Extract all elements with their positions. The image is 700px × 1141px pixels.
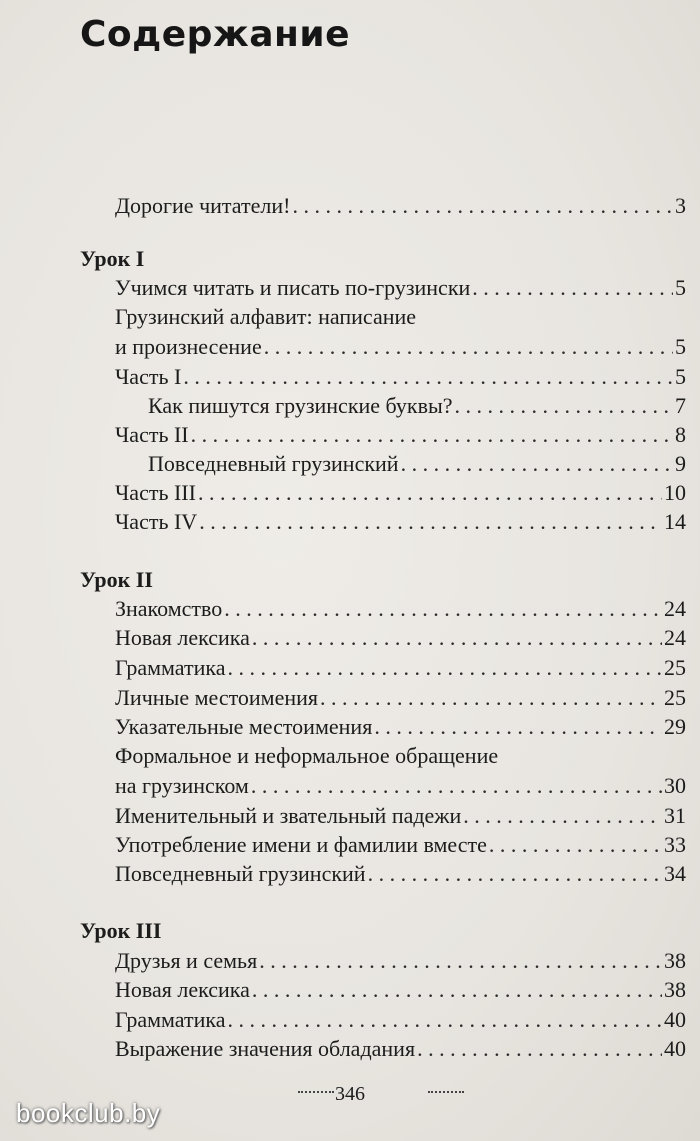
leader-dots <box>224 595 662 623</box>
toc-entry-page: 10 <box>664 480 686 505</box>
toc-entry-page: 8 <box>675 422 686 447</box>
toc-entry-page: 9 <box>675 451 686 476</box>
toc-entry-text: Личные местоимения <box>115 685 319 710</box>
toc-entry-page: 24 <box>664 625 686 650</box>
toc-entry-text: Грамматика <box>115 655 226 680</box>
toc-entry-text: Выражение значения обладания <box>115 1036 416 1061</box>
page-number: 346 <box>335 1083 365 1105</box>
toc-entry <box>115 976 686 1004</box>
toc-entry <box>148 392 686 420</box>
leader-dots <box>417 1035 662 1063</box>
toc-entry-page: 40 <box>664 1007 686 1032</box>
toc-entry-page: 14 <box>664 509 686 534</box>
toc-entry-page: 5 <box>675 275 686 300</box>
toc-entry-text: Новая лексика <box>115 625 250 650</box>
leader-dots <box>455 392 673 420</box>
toc-entry-page: 40 <box>664 1036 686 1061</box>
toc-entry-page: 5 <box>675 334 686 359</box>
toc-entry-text: Друзья и семья <box>115 948 258 973</box>
leader-dots <box>292 192 673 220</box>
toc-entry <box>115 713 686 741</box>
toc-entry-page: 31 <box>664 803 686 828</box>
page-title: Содержание <box>80 14 351 55</box>
toc-entry <box>115 333 686 361</box>
toc-entry <box>115 947 686 975</box>
toc-entry <box>115 508 686 536</box>
leader-dots <box>463 802 662 830</box>
toc-entry-text: и произнесение <box>115 334 262 359</box>
toc-entry <box>115 595 686 623</box>
leader-dots <box>320 684 662 712</box>
toc-entry <box>115 860 686 888</box>
leader-dots <box>472 274 673 302</box>
toc-entry-text: Учимся читать и писать по-грузински <box>115 275 471 300</box>
leader-dots <box>401 450 673 478</box>
leader-dots <box>252 976 662 1004</box>
toc-entry <box>115 831 686 859</box>
toc-entry-page: 3 <box>675 193 686 218</box>
leader-dots <box>228 1006 663 1034</box>
leader-dots <box>252 624 662 652</box>
toc-entry-text-line1: Формальное и неформальное обращение <box>115 743 499 768</box>
toc-entry-page: 38 <box>664 948 686 973</box>
toc-entry-page: 29 <box>664 714 686 739</box>
toc-entry-text: Именительный и звательный падежи <box>115 803 462 828</box>
toc-entry <box>115 421 686 449</box>
leader-dots <box>251 772 662 800</box>
toc-entry-page: 30 <box>664 773 686 798</box>
toc-entry <box>115 1035 686 1063</box>
toc-entry-page: 25 <box>664 685 686 710</box>
toc-entry <box>115 684 686 712</box>
toc-entry <box>115 274 686 302</box>
toc-entry-page: 5 <box>675 364 686 389</box>
toc-entry-text: Часть I <box>115 364 182 389</box>
toc-entry-text: Как пишутся грузинские буквы? <box>148 393 453 418</box>
watermark: bookclub.by <box>16 1098 161 1128</box>
toc-entry <box>115 654 686 682</box>
leader-dots <box>264 333 673 361</box>
toc-entry <box>115 363 686 391</box>
toc-entry <box>115 802 686 830</box>
toc-entry-text: Повседневный грузинский <box>115 861 366 886</box>
toc-entry <box>115 624 686 652</box>
toc-entry-text: на грузинском <box>115 773 249 798</box>
toc-entry <box>115 1006 686 1034</box>
toc-entry-text: Знакомство <box>115 596 223 621</box>
footer-ornament-right <box>428 1091 464 1093</box>
toc-entry-text-line1: Грузинский алфавит: написание <box>115 304 417 329</box>
leader-dots <box>199 508 662 536</box>
toc-entry-text: Употребление имени и фамилии вместе <box>115 832 487 857</box>
leader-dots <box>228 654 663 682</box>
toc-entry <box>115 479 686 507</box>
leader-dots <box>198 479 662 507</box>
toc-entry-text: Новая лексика <box>115 977 250 1002</box>
toc-entry-page: 38 <box>664 977 686 1002</box>
leader-dots <box>259 947 662 975</box>
toc-entry-page: 34 <box>664 861 686 886</box>
toc-entry <box>115 772 686 800</box>
toc-entry-page: 25 <box>664 655 686 680</box>
toc-entry-text: Часть IV <box>115 509 198 534</box>
leader-dots <box>183 363 673 391</box>
lesson-heading: Урок III <box>80 918 162 943</box>
leader-dots <box>489 831 662 859</box>
toc-entry-intro <box>115 192 686 220</box>
toc-entry-page: 24 <box>664 596 686 621</box>
toc-entry-text: Грамматика <box>115 1007 226 1032</box>
toc-entry-text: Часть II <box>115 422 189 447</box>
toc-entry-text: Часть III <box>115 480 196 505</box>
toc-entry-page: 7 <box>675 393 686 418</box>
leader-dots <box>191 421 673 449</box>
lesson-heading: Урок II <box>80 567 153 592</box>
toc-entry-page: 33 <box>664 832 686 857</box>
lesson-heading: Урок I <box>80 246 145 271</box>
leader-dots <box>368 860 662 888</box>
toc-entry-text: Дорогие читатели! <box>115 193 291 218</box>
leader-dots <box>374 713 662 741</box>
toc-entry-text: Повседневный грузинский <box>148 451 399 476</box>
toc-entry-text: Указательные местоимения <box>115 714 373 739</box>
toc-entry <box>148 450 686 478</box>
